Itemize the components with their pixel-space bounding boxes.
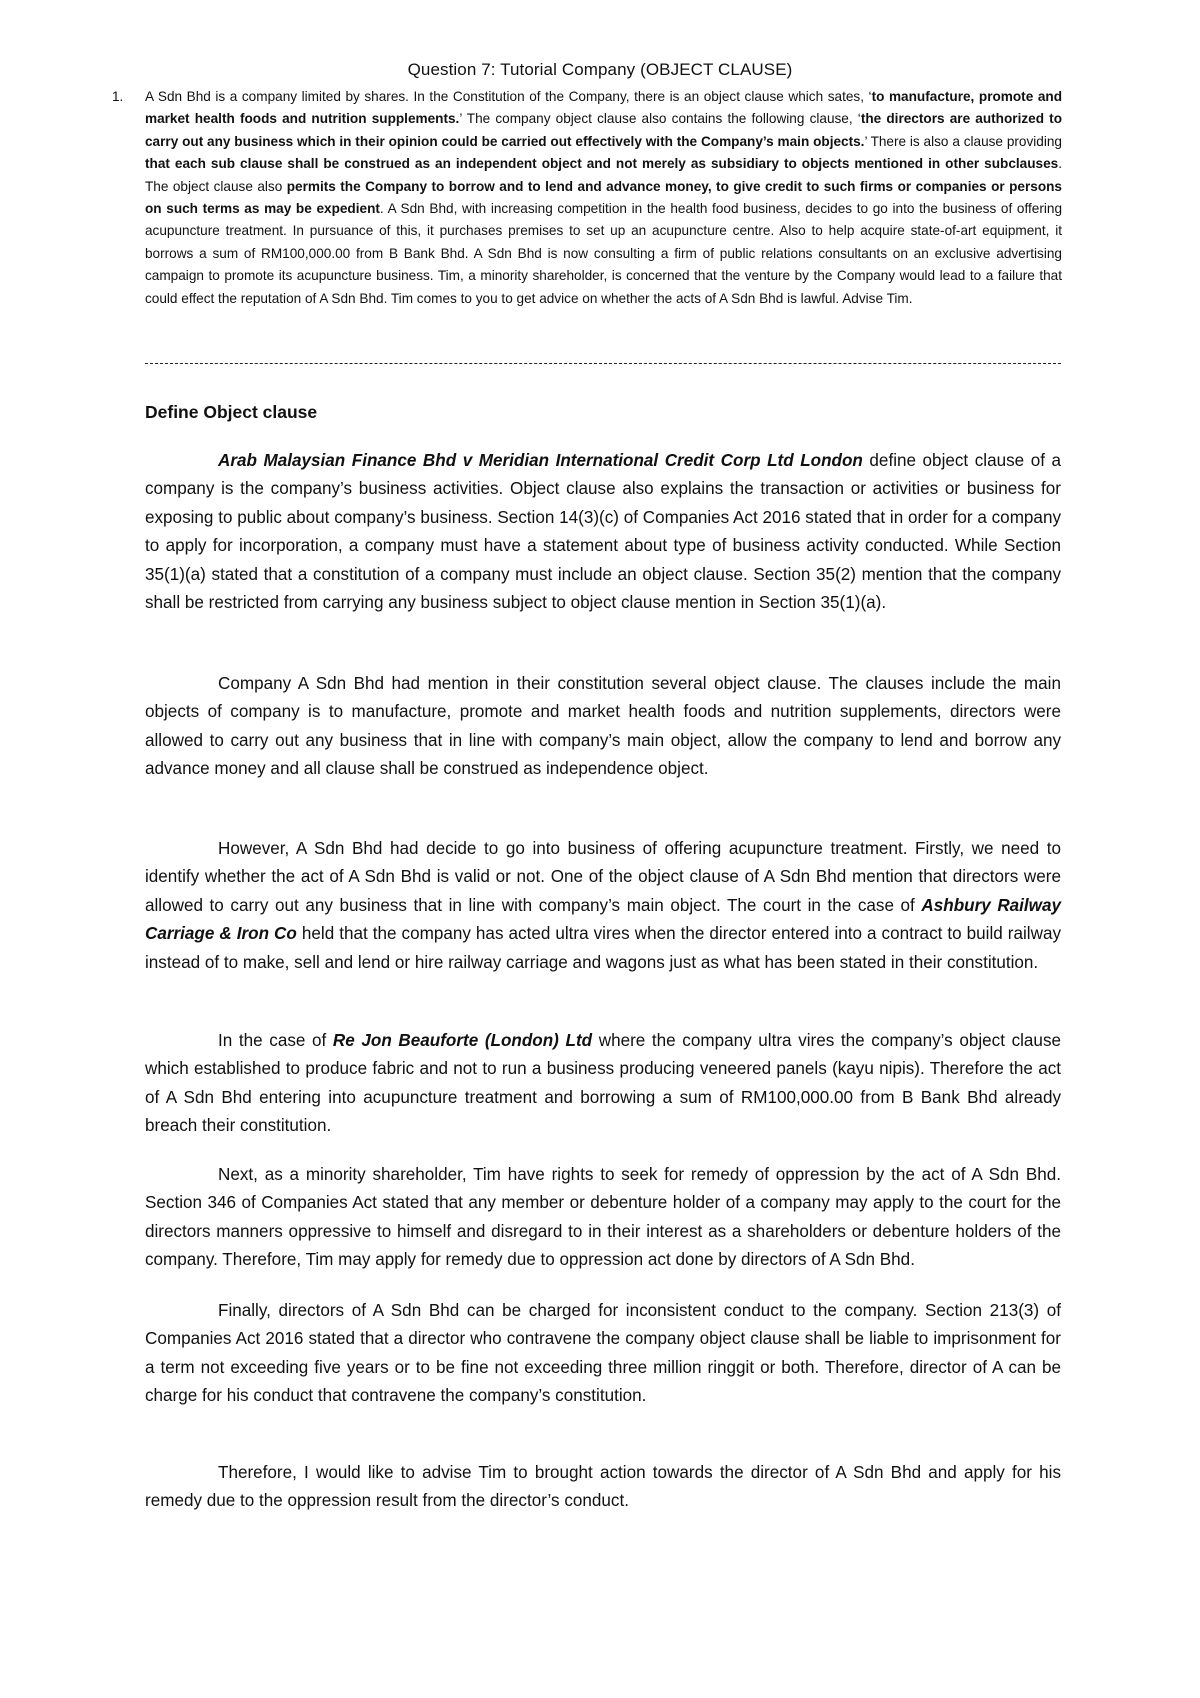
page-title: Question 7: Tutorial Company (OBJECT CLAUSE) <box>407 60 793 79</box>
answer-paragraph <box>145 1161 1061 1275</box>
paragraph-text: held that the company has acted ultra vires when the director entered into a contract to build railway instead of to make, sell and lend or hire railway carriage and wagons just as what has been stated in their constitution. <box>145 924 1061 972</box>
question-segment: . The object clause also <box>145 156 1062 194</box>
answer-paragraph <box>145 835 1061 977</box>
case-citation: Arab Malaysian Finance Bhd v Meridian International Credit Corp Ltd London <box>218 451 863 470</box>
paragraph-text: In the case of <box>218 1031 333 1050</box>
question-segment-bold: to manufacture, promote and market health foods and nutrition supplements. <box>145 89 1063 127</box>
paragraph-text: where the company ultra vires the company’s object clause which established to produce fabric and not to run a business producing veneered panels (kayu nipis). Therefore the act of A Sdn Bhd entering into acupuncture treatment and borrowing a sum of RM100,000.00 from B Bank Bhd already breach their constitution. <box>145 1031 1061 1136</box>
question-text <box>145 86 1062 310</box>
answer-paragraph <box>145 447 1061 617</box>
case-citation: Re Jon Beauforte (London) Ltd <box>332 1031 593 1050</box>
question-segment-bold: that each sub clause shall be construed as an independent object and not merely as subsidiary to objects mentioned in other subclauses <box>145 156 1059 172</box>
question-segment: ’ The company object clause also contains the following clause, ‘ <box>459 111 861 127</box>
section-heading: Define Object clause <box>145 402 318 422</box>
paragraph-text: Therefore, I would like to advise Tim to brought action towards the director of A Sdn Bhd and apply for his remedy due to the oppression result from the director’s conduct. <box>145 1463 1061 1511</box>
case-citation: Ashbury Railway Carriage & Iron Co <box>145 895 1061 944</box>
paragraph-text: However, A Sdn Bhd had decide to go into business of offering acupuncture treatment. Firstly, we need to identify whether the act of A Sdn Bhd is valid or not. One of the object clause of A Sdn Bhd mention that directors were allowed to carry out any business that in line with company’s main object. The court in the case of <box>145 839 1061 915</box>
question-segment-bold: the directors are authorized to carry out any business which in their opinion could be carried out effectively with the Company’s main objects. <box>145 111 1063 149</box>
paragraph-text: define object clause of a company is the company’s business activities. Object clause also explains the transaction or activities or business for exposing to public about company’s business. Section 14(3)(c) of Companies Act 2016 stated that in order for a company to apply for incorporation, a company must have a statement about type of business activity conducted. While Section 35(1)(a) stated that a constitution of a company must include an object clause. Section 35(2) mention that the company shall be restricted from carrying any business subject to object clause mention in Section 35(1)(a). <box>145 451 1062 613</box>
paragraph-text: Finally, directors of A Sdn Bhd can be charged for inconsistent conduct to the company. Section 213(3) of Companies Act 2016 stated that a director who contravene the company object clause shall be liable to imprisonment for a term not exceeding five years or to be fine not exceeding three million ringgit or both. Therefore, director of A can be charge for his conduct that contravene the company’s constitution. <box>145 1301 1061 1406</box>
answer-paragraph <box>145 1027 1061 1141</box>
paragraph-text: Company A Sdn Bhd had mention in their constitution several object clause. The clauses include the main objects of company is to manufacture, promote and market health foods and nutrition supplements, directors were allowed to carry out any business that in line with company’s main object, allow the company to lend and borrow any advance money and all clause shall be construed as independence object. <box>145 674 1061 779</box>
dashed-divider <box>145 363 1061 364</box>
question-number: 1. <box>112 89 124 104</box>
question-segment: A Sdn Bhd is a company limited by shares. In the Constitution of the Company, there is an object clause which sates, ‘ <box>145 89 872 104</box>
answer-paragraph <box>145 1297 1061 1411</box>
question-segment-bold: permits the Company to borrow and to lend and advance money, to give credit to such firms or companies or persons on such terms as may be expedient <box>145 178 1062 217</box>
answer-paragraph <box>145 670 1061 784</box>
paragraph-text: Next, as a minority shareholder, Tim have rights to seek for remedy of oppression by the act of A Sdn Bhd. Section 346 of Companies Act stated that any member or debenture holder of a company may apply to the court for the directors manners oppressive to himself and disregard to in their interest as a shareholders or debenture holders of the company. Therefore, Tim may apply for remedy due to oppression act done by directors of A Sdn Bhd. <box>145 1165 1061 1270</box>
question-segment: . A Sdn Bhd, with increasing competition in the health food business, decides to go into the business of offering acupuncture treatment. In pursuance of this, it purchases premises to set up an acupuncture centre. Also to help acquire state-of-art equipment, it borrows a sum of RM100,000.00 from B Bank Bhd. A Sdn Bhd is now consulting a firm of public relations consultants on an exclusive advertising campaign to promote its acupuncture business. Tim, a minority shareholder, is concerned that the venture by the Company would lead to a failure that could effect the reputation of A Sdn Bhd. Tim comes to you to get advice on whether the acts of A Sdn Bhd is lawful. Advise Tim. <box>145 201 1062 306</box>
question-segment: ’ There is also a clause providing <box>864 133 1062 149</box>
answer-paragraph <box>145 1459 1061 1516</box>
